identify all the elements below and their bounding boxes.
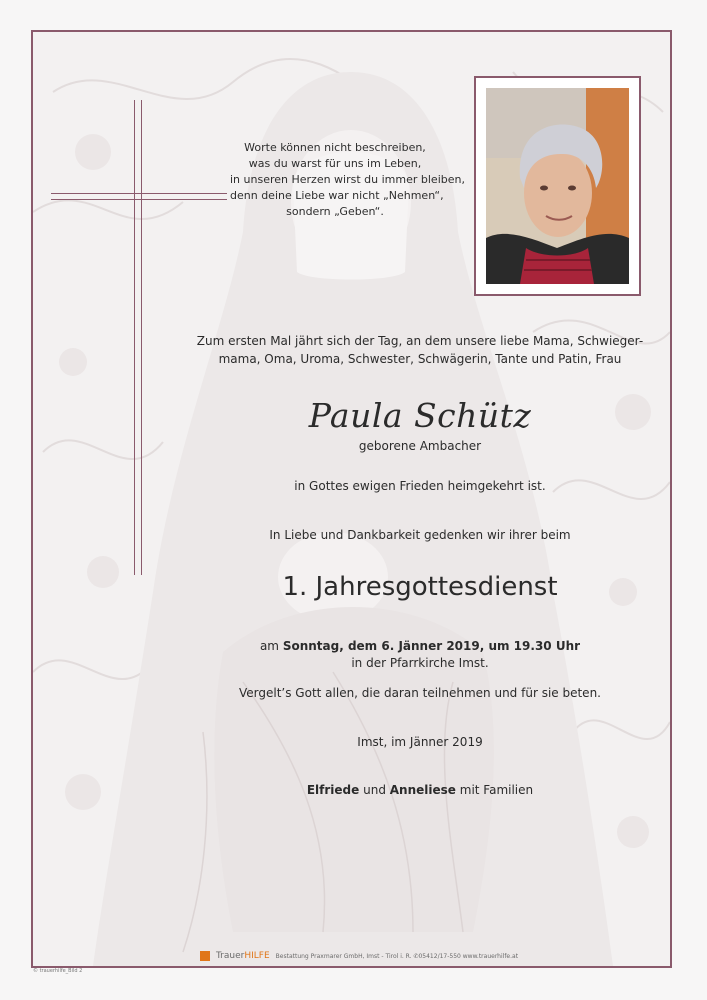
portrait-frame (474, 76, 641, 296)
deceased-name: Paula Schütz (308, 396, 532, 435)
trauerhilfe-logo-text (216, 951, 270, 961)
signature-name-1: Elfriede (306, 783, 360, 797)
remembrance-text: In Liebe und Dankbarkeit gedenken wir ihrer beim (269, 528, 571, 542)
signature-and: und (359, 783, 390, 797)
verse-line: Worte können nicht beschreiben, (244, 141, 426, 154)
trauerhilfe-logo-icon (200, 951, 210, 961)
birth-name: geborene Ambacher (358, 439, 482, 453)
logo-part-b: HILFE (244, 951, 270, 961)
service-location: in der Pfarrkirche Imst. (351, 656, 489, 670)
signature (160, 783, 680, 797)
logo-part-a: Trauer (216, 951, 245, 961)
portrait-photo (486, 88, 629, 284)
verse-line: sondern „Geben“. (286, 205, 384, 218)
service-date (160, 639, 680, 653)
signature-name-2: Anneliese (389, 783, 456, 797)
date-details: Sonntag, dem 6. Jänner 2019, um 19.30 Uhr (282, 639, 581, 653)
intro-line: mama, Oma, Uroma, Schwester, Schwägerin, Tante und Patin, Frau (218, 352, 622, 366)
date-prefix: am (259, 639, 283, 653)
place-date: Imst, im Jänner 2019 (357, 735, 483, 749)
memorial-verse (230, 140, 465, 220)
intro-line: Zum ersten Mal jährt sich der Tag, an dem unsere liebe Mama, Schwieger- (196, 334, 644, 348)
thanks-text: Vergelt’s Gott allen, die daran teilnehmen und für sie beten. (239, 686, 601, 700)
verse-line: was du warst für uns im Leben, (248, 157, 422, 170)
cross-horizontal-bar (51, 193, 227, 200)
signature-suffix: mit Familien (455, 783, 534, 797)
verse-line: denn deine Liebe war nicht „Nehmen“, (230, 189, 444, 202)
cross-vertical-bar (134, 100, 142, 575)
service-title: 1. Jahresgottesdienst (282, 572, 558, 602)
footer-info: Bestattung Praxmarer GmbH, Imst - Tirol i. R. ✆05412/17-550 www.trauerhilfe.at (275, 952, 519, 960)
intro-text (160, 332, 680, 368)
footer (200, 949, 520, 963)
verse-line: in unseren Herzen wirst du immer bleiben, (230, 173, 465, 186)
passed-text: in Gottes ewigen Frieden heimgekehrt ist. (294, 479, 546, 493)
image-credit: © trauerhilfe_Bild 2 (33, 968, 83, 974)
